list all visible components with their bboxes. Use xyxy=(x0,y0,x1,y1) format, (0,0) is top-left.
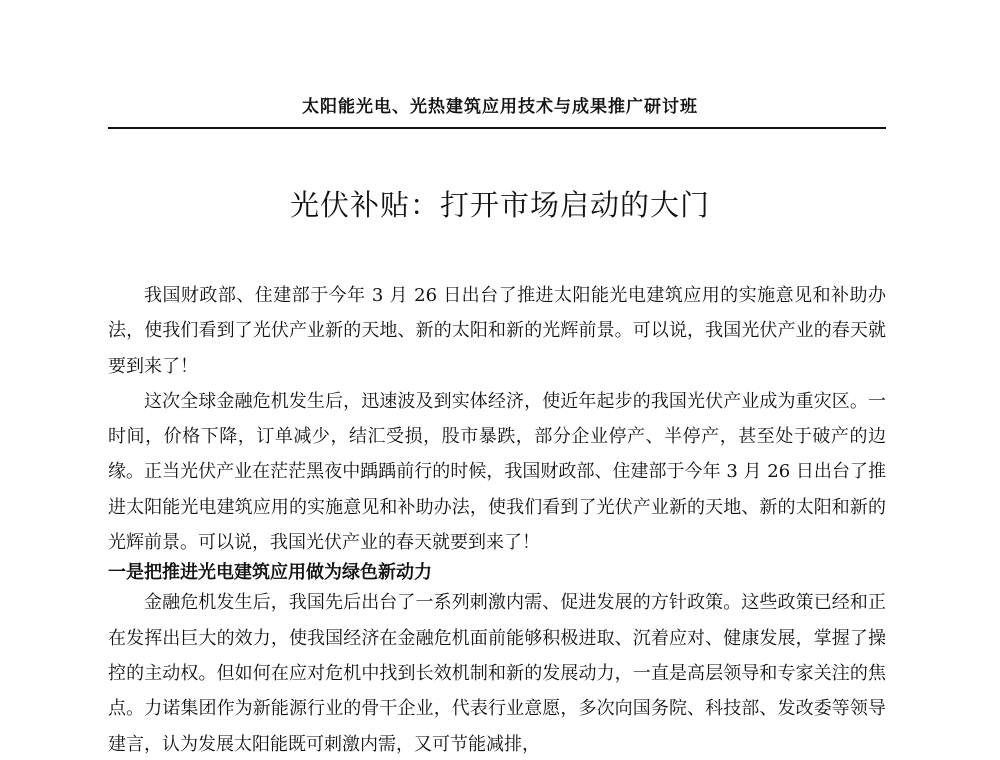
running-header: 太阳能光电、光热建筑应用技术与成果推广研讨班 xyxy=(302,97,698,117)
article-title: 光伏补贴：打开市场启动的大门 xyxy=(289,188,710,222)
paragraph: 这次全球金融危机发生后，迅速波及到实体经济，使近年起步的我国光伏产业成为重灾区。一时间，价格下降，订单减少，结汇受损，股市暴跌，部分企业停产、半停产，甚至处于破产的边缘。正当光伏产业在茫茫黑夜中踽踽前行的时候，我国财政部、住建部于今年 3 月 26 日出台了推进太阳能光电建筑应用的实施意见和补助办法，使我们看到了光伏产业新的天地、新的太阳和新的光辉前景。可以说，我国光伏产业的春天就要到来了！ xyxy=(108,390,886,554)
header-rule xyxy=(108,127,886,129)
section-heading: 一是把推进光电建筑应用做为绿色新动力 xyxy=(108,562,432,584)
paragraph: 金融危机发生后，我国先后出台了一系列刺激内需、促进发展的方针政策。这些政策已经和正在发挥出巨大的效力，使我国经济在金融危机面前能够积极进取、沉着应对、健康发展，掌握了操控的主动权。但如何在应对危机中找到长效机制和新的发展动力，一直是高层领导和专家关注的焦点。力诺集团作为新能源行业的骨干企业，代表行业意愿，多次向国务院、科技部、发改委等领导建言，认为发展太阳能既可刺激内需，又可节能减排， xyxy=(108,592,886,755)
paragraph: 我国财政部、住建部于今年 3 月 26 日出台了推进太阳能光电建筑应用的实施意见和补助办法，使我们看到了光伏产业新的天地、新的太阳和新的光辉前景。可以说，我国光伏产业的春天就要到来了！ xyxy=(108,285,886,377)
article-body xyxy=(108,278,886,760)
